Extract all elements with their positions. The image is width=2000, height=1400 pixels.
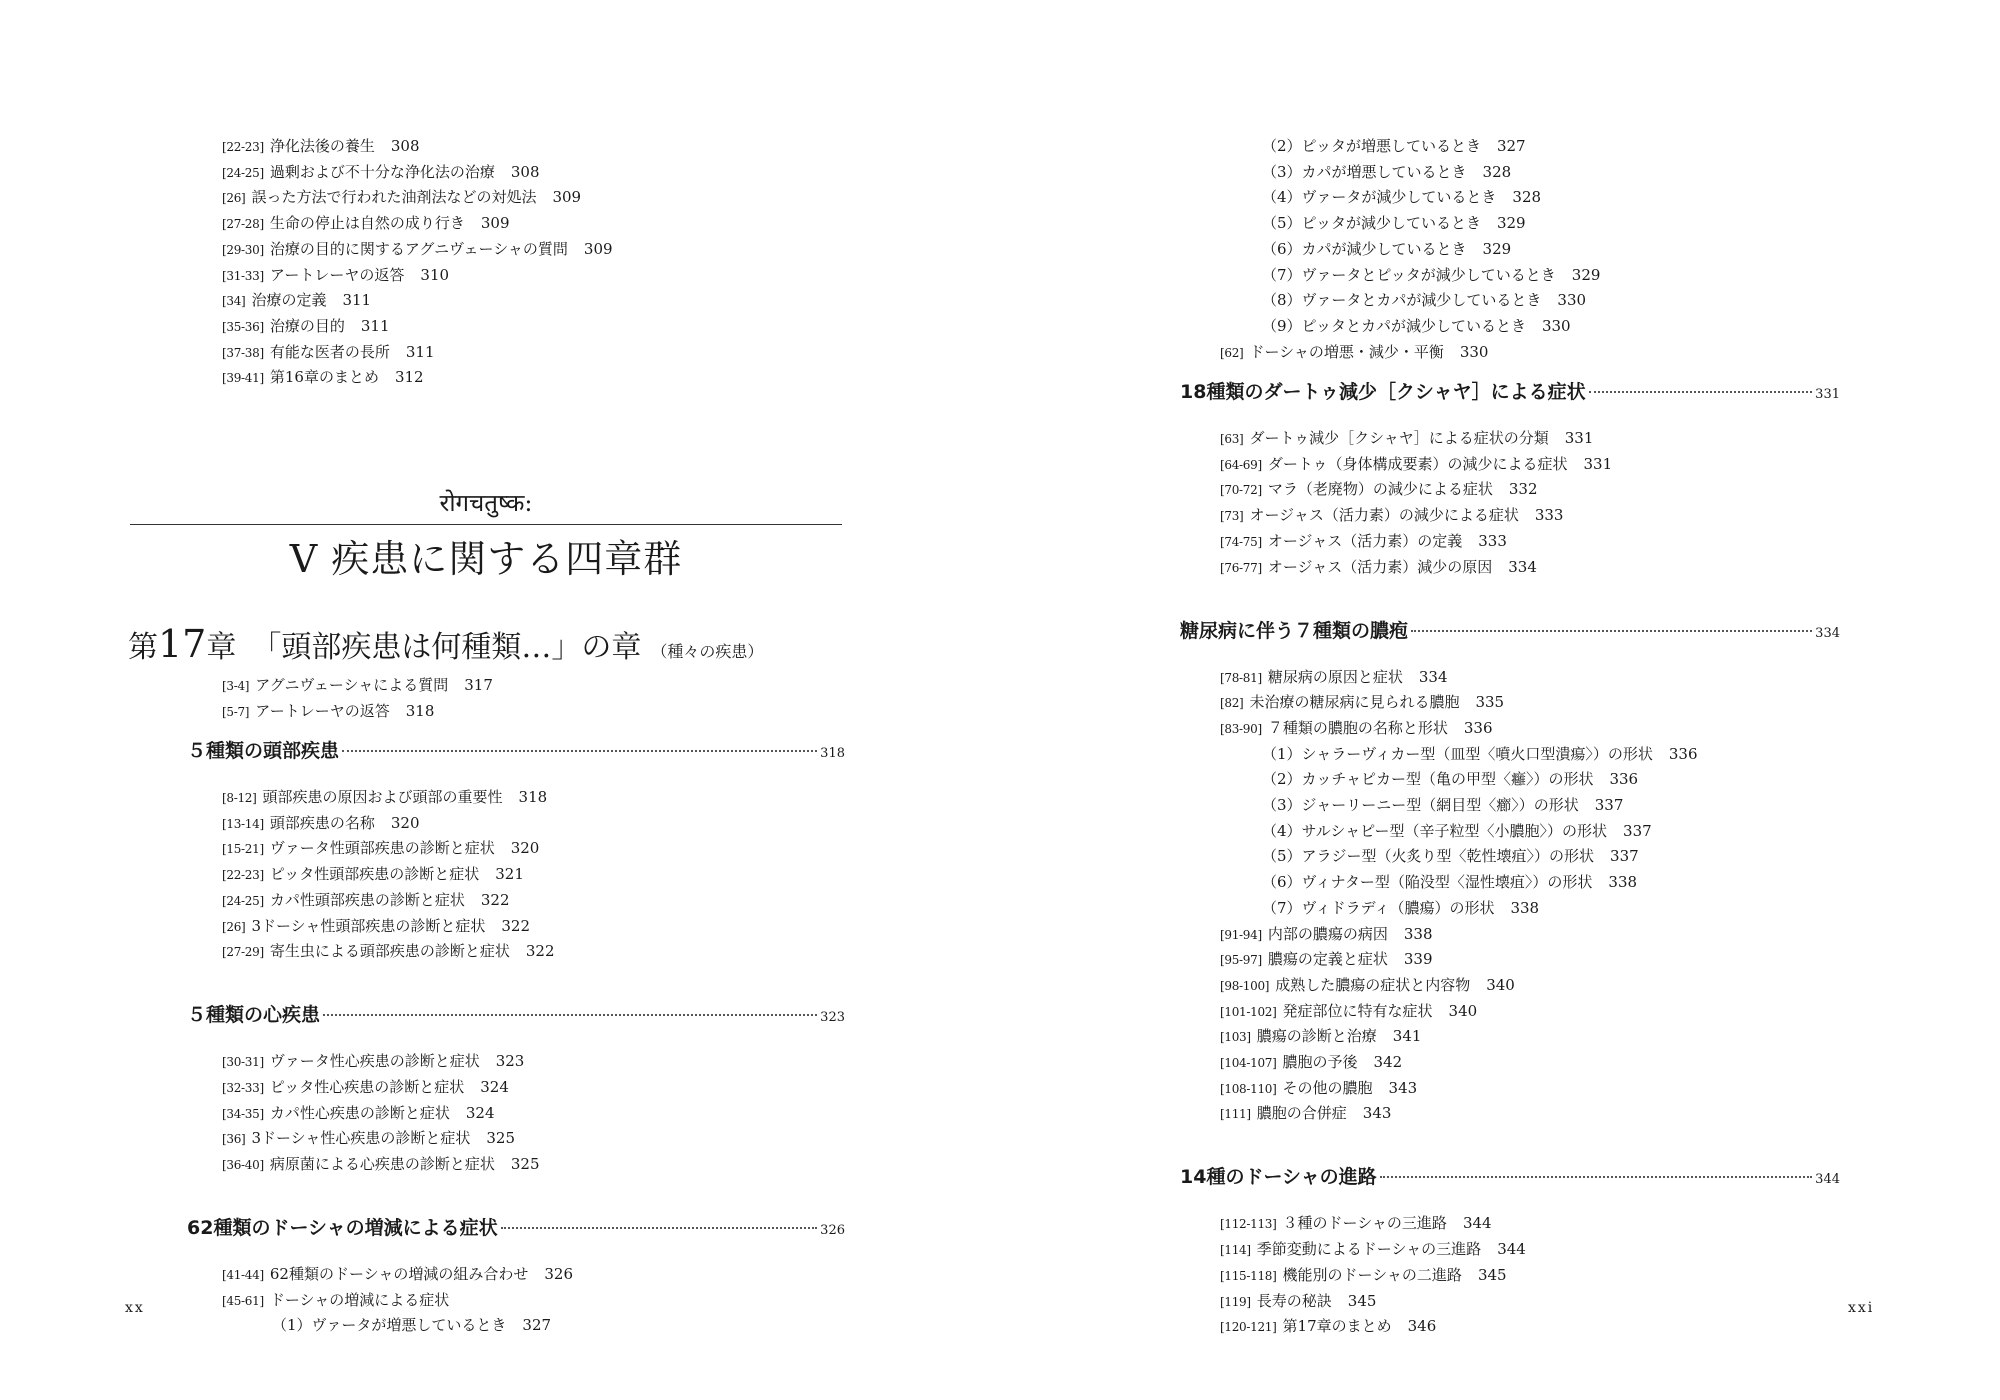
toc-entry xyxy=(1220,342,1488,363)
entry-page: 331 xyxy=(1583,454,1613,473)
entry-page: 318 xyxy=(405,701,435,720)
toc-entry xyxy=(222,675,493,696)
entry-ref: [24-25] xyxy=(222,165,264,180)
entry-title: 季節変動によるドーシャの三進路 xyxy=(1256,1240,1482,1259)
entry-title: 膿胞の合併症 xyxy=(1256,1104,1347,1123)
entry-ref: [41-44] xyxy=(222,1268,264,1282)
entry-ref: [3-4] xyxy=(222,679,250,693)
toc-entry xyxy=(1220,1001,1477,1022)
entry-page: 320 xyxy=(510,839,540,858)
toc-entry xyxy=(222,813,420,834)
entry-page: 346 xyxy=(1407,1317,1437,1336)
toc-entry xyxy=(222,1154,540,1175)
entry-title: （7）ヴィドラディ（膿瘍）の形状 xyxy=(1262,898,1495,917)
toc-entry xyxy=(1220,1078,1417,1099)
entry-ref: [31-33] xyxy=(222,268,264,283)
toc-entry xyxy=(222,890,510,911)
entry-ref: [63] xyxy=(1220,432,1244,446)
entry-page: 309 xyxy=(480,214,510,233)
toc-entry xyxy=(1262,795,1623,815)
toc-entry xyxy=(222,213,510,234)
entry-ref: [36-40] xyxy=(222,1158,264,1172)
entry-page: 322 xyxy=(480,890,510,909)
entry-ref: [22-23] xyxy=(222,868,264,883)
entry-ref: [45-61] xyxy=(222,1293,264,1308)
entry-title: 膿瘍の診断と治療 xyxy=(1256,1027,1377,1046)
entry-ref: [91-94] xyxy=(1220,927,1262,942)
entry-title: （4）ヴァータが減少しているとき xyxy=(1262,188,1497,207)
entry-ref: [111] xyxy=(1220,1107,1251,1122)
toc-entry xyxy=(1220,1052,1402,1073)
entry-ref: [29-30] xyxy=(222,242,264,257)
entry-page: 335 xyxy=(1475,693,1505,712)
entry-page: 312 xyxy=(394,368,424,387)
entry-title: ７種類の膿胞の名称と形状 xyxy=(1267,718,1448,737)
entry-title: 病原菌による心疾患の診断と症状 xyxy=(269,1155,495,1173)
entry-title: 生命の停止は自然の成り行き xyxy=(269,214,465,233)
entry-page: 322 xyxy=(525,942,555,961)
toc-entry xyxy=(1220,975,1515,996)
section-page: 334 xyxy=(1815,625,1840,641)
entry-ref: [24-25] xyxy=(222,893,264,908)
toc-entry xyxy=(1220,505,1563,526)
entry-title: ヴァータ性心疾患の診断と症状 xyxy=(269,1052,480,1071)
section-page: 331 xyxy=(1815,387,1840,402)
dot-leader xyxy=(1411,630,1812,632)
entry-title: 寄生虫による頭部疾患の診断と症状 xyxy=(269,942,510,961)
entry-page: 309 xyxy=(583,239,613,258)
entry-page: 337 xyxy=(1610,847,1639,866)
page-number: xxi xyxy=(1848,1300,1875,1316)
toc-entry xyxy=(1220,667,1448,688)
entry-ref: [22-23] xyxy=(222,140,264,154)
entry-title: ピッタ性心疾患の診断と症状 xyxy=(269,1077,465,1096)
toc-entry xyxy=(1220,531,1507,552)
entry-page: 329 xyxy=(1482,239,1512,258)
entry-ref: [70-72] xyxy=(1220,483,1262,498)
entry-ref: [27-28] xyxy=(222,217,264,232)
entry-ref: [37-38] xyxy=(222,345,264,360)
toc-entry xyxy=(222,239,613,260)
entry-title: 治療の目的 xyxy=(269,316,345,335)
entry-title: （6）ヴィナター型（陥没型〈湿性壊疽〉）の形状 xyxy=(1262,873,1593,892)
entry-ref: [120-121] xyxy=(1220,1320,1277,1335)
entry-title: ドーシャの増減による症状 xyxy=(269,1290,450,1309)
entry-page: 342 xyxy=(1373,1053,1403,1071)
entry-ref: [82] xyxy=(1220,696,1244,711)
toc-entry xyxy=(1220,1026,1421,1047)
dot-leader xyxy=(323,1014,817,1016)
entry-title: 内部の膿瘍の病因 xyxy=(1267,924,1388,943)
toc-entry xyxy=(1262,162,1511,182)
entry-title: 有能な医者の長所 xyxy=(269,342,390,361)
entry-ref: [36] xyxy=(222,1132,246,1147)
chapter-heading xyxy=(128,622,763,666)
toc-entry xyxy=(1220,454,1612,475)
entry-ref: [34-35] xyxy=(222,1106,264,1121)
entry-title: カパ性頭部疾患の診断と症状 xyxy=(269,890,465,909)
section-heading xyxy=(1180,380,1840,407)
toc-entry xyxy=(222,187,581,208)
entry-ref: [13-14] xyxy=(222,816,264,831)
chapter-prefix: 第 xyxy=(128,630,158,665)
section-heading xyxy=(187,1003,845,1030)
entry-page: 308 xyxy=(510,162,540,181)
dot-leader xyxy=(501,1227,817,1229)
entry-page: 329 xyxy=(1571,265,1601,284)
entry-title: （1）ヴァータが増悪しているとき xyxy=(272,1316,507,1335)
toc-entry xyxy=(222,1264,573,1285)
entry-page: 317 xyxy=(464,676,493,694)
entry-title: （7）ヴァータとピッタが減少しているとき xyxy=(1262,265,1556,284)
toc-entry xyxy=(222,1051,524,1072)
section-heading xyxy=(1180,619,1840,646)
entry-title: 第16章のまとめ xyxy=(269,368,379,387)
entry-page: 311 xyxy=(360,316,390,335)
toc-entry xyxy=(1262,898,1539,918)
toc-entry xyxy=(1220,557,1537,578)
entry-page: 340 xyxy=(1486,975,1515,994)
chapter-title: 章 「頭部疾患は何種類…」の章 xyxy=(206,630,642,665)
entry-title: （2）カッチャピカー型（亀の甲型〈癰〉）の形状 xyxy=(1262,770,1594,789)
entry-page: 337 xyxy=(1594,796,1624,814)
entry-page: 336 xyxy=(1609,770,1639,789)
part-divider xyxy=(130,524,842,525)
entry-page: 332 xyxy=(1508,480,1538,499)
toc-entry xyxy=(222,1103,495,1124)
entry-ref: [101-102] xyxy=(1220,1004,1277,1019)
toc-entry xyxy=(222,316,390,337)
section-title: 糖尿病に伴う７種類の膿疱 xyxy=(1180,619,1409,642)
entry-ref: [15-21] xyxy=(222,842,264,857)
entry-ref: [27-29] xyxy=(222,945,264,960)
toc-entry xyxy=(222,864,524,885)
entry-page: 318 xyxy=(518,788,548,806)
toc-entry xyxy=(1220,1239,1526,1260)
toc-entry xyxy=(222,941,555,962)
entry-page: 310 xyxy=(420,265,450,284)
entry-page: 324 xyxy=(480,1077,509,1096)
entry-ref: [30-31] xyxy=(222,1055,264,1070)
entry-page: 309 xyxy=(552,188,582,207)
entry-title: 誤った方法で行われた油剤法などの対処法 xyxy=(251,188,537,207)
entry-title: 頭部疾患の原因および頭部の重要性 xyxy=(262,788,503,806)
entry-page: 308 xyxy=(390,137,420,155)
entry-ref: [73] xyxy=(1220,509,1244,524)
entry-title: 3ドーシャ性頭部疾患の診断と症状 xyxy=(251,916,486,935)
entry-page: 325 xyxy=(486,1129,516,1148)
entry-title: 未治療の糖尿病に見られる膿胞 xyxy=(1249,693,1460,712)
entry-title: オージャス（活力素）の減少による症状 xyxy=(1249,506,1519,525)
toc-entry xyxy=(1220,1291,1376,1312)
entry-page: 344 xyxy=(1462,1214,1492,1233)
entry-ref: [83-90] xyxy=(1220,721,1262,736)
entry-title: （3）カパが増悪しているとき xyxy=(1262,162,1467,181)
entry-ref: [78-81] xyxy=(1220,670,1262,685)
section-page: 344 xyxy=(1815,1172,1840,1188)
toc-entry xyxy=(1262,187,1541,207)
toc-entry xyxy=(222,701,434,722)
section-title: 62種類のドーシャの増減による症状 xyxy=(187,1217,498,1239)
entry-page: 338 xyxy=(1403,924,1433,943)
section-page: 326 xyxy=(820,1223,845,1238)
entry-page: 334 xyxy=(1418,667,1448,686)
entry-page: 337 xyxy=(1623,821,1652,840)
toc-entry xyxy=(222,367,424,388)
entry-page: 327 xyxy=(1496,137,1526,155)
toc-entry xyxy=(222,342,435,363)
toc-entry xyxy=(1262,290,1586,310)
entry-title: 治療の定義 xyxy=(251,291,327,310)
toc-entry xyxy=(1262,213,1526,233)
toc-entry xyxy=(1262,744,1698,764)
toc-entry xyxy=(1262,136,1526,156)
toc-entry xyxy=(222,1077,509,1098)
entry-page: 324 xyxy=(465,1103,495,1122)
entry-ref: [119] xyxy=(1220,1294,1251,1309)
entry-title: 頭部疾患の名称 xyxy=(269,813,375,832)
entry-ref: [95-97] xyxy=(1220,953,1262,968)
entry-title: ダートゥ減少［クシャヤ］による症状の分類 xyxy=(1249,429,1549,447)
entry-title: カパ性心疾患の診断と症状 xyxy=(269,1103,450,1122)
entry-page: 322 xyxy=(501,916,531,935)
entry-title: （6）カパが減少しているとき xyxy=(1262,239,1467,258)
part-title: V 疾患に関する四章群 xyxy=(289,537,683,581)
entry-ref: [104-107] xyxy=(1220,1056,1277,1070)
toc-entry xyxy=(1220,1316,1436,1337)
entry-page: 336 xyxy=(1463,718,1493,737)
toc-entry xyxy=(1262,239,1511,259)
entry-ref: [62] xyxy=(1220,345,1244,360)
toc-entry xyxy=(1220,718,1493,739)
right-page xyxy=(1000,0,2000,1400)
entry-page: 328 xyxy=(1482,162,1512,181)
entry-title: （8）ヴァータとカパが減少しているとき xyxy=(1262,291,1542,310)
toc-entry xyxy=(1220,428,1593,449)
entry-ref: [98-100] xyxy=(1220,978,1270,993)
entry-title: 発症部位に特有な症状 xyxy=(1282,1001,1433,1020)
toc-entry xyxy=(1220,692,1504,713)
entry-title: ３種のドーシャの三進路 xyxy=(1282,1214,1447,1233)
entry-page: 327 xyxy=(522,1316,552,1335)
entry-title: （9）ピッタとカパが減少しているとき xyxy=(1262,316,1526,335)
entry-title: 治療の目的に関するアグニヴェーシャの質問 xyxy=(269,239,568,258)
entry-title: ダートゥ（身体構成要素）の減少による症状 xyxy=(1267,454,1568,473)
section-title: ５種類の頭部疾患 xyxy=(187,740,340,762)
entry-title: アートレーヤの返答 xyxy=(269,265,405,284)
toc-entry xyxy=(1220,924,1433,945)
entry-title: その他の膿胞 xyxy=(1282,1078,1373,1097)
toc-entry xyxy=(222,162,540,183)
entry-page: 336 xyxy=(1668,744,1698,763)
entry-page: 328 xyxy=(1512,188,1542,207)
toc-entry xyxy=(1262,316,1571,336)
section-heading xyxy=(187,1216,845,1243)
entry-title: （1）シャラーヴィカー型（皿型〈噴火口型潰瘍〉）の形状 xyxy=(1262,744,1653,763)
entry-page: 334 xyxy=(1508,557,1537,576)
entry-title: オージャス（活力素）の定義 xyxy=(1267,531,1463,550)
entry-page: 343 xyxy=(1388,1078,1418,1097)
entry-page: 343 xyxy=(1362,1104,1392,1123)
entry-ref: [114] xyxy=(1220,1243,1251,1258)
entry-title: （5）アラジー型（火炙り型〈乾性壊疽〉）の形状 xyxy=(1262,847,1595,866)
entry-ref: [34] xyxy=(222,294,246,309)
entry-ref: [26] xyxy=(222,191,246,206)
toc-entry xyxy=(1262,821,1652,841)
toc-entry xyxy=(222,265,449,286)
entry-page: 330 xyxy=(1557,291,1587,310)
toc-entry xyxy=(1220,479,1538,500)
toc-entry xyxy=(222,916,530,937)
entry-page: 330 xyxy=(1541,316,1571,335)
entry-title: 機能別のドーシャの二進路 xyxy=(1282,1265,1462,1284)
entry-ref: [8-12] xyxy=(222,791,257,805)
entry-page: 311 xyxy=(405,342,435,361)
entry-page: 330 xyxy=(1459,342,1489,361)
section-title: 18種類のダートゥ減少［クシャヤ］による症状 xyxy=(1180,381,1586,403)
dot-leader xyxy=(1589,391,1813,393)
entry-title: （2）ピッタが増悪しているとき xyxy=(1262,137,1481,155)
entry-page: 321 xyxy=(495,865,524,884)
entry-ref: [35-36] xyxy=(222,319,264,334)
entry-page: 345 xyxy=(1477,1265,1507,1284)
toc-entry xyxy=(1220,1265,1507,1286)
entry-page: 333 xyxy=(1534,506,1564,525)
entry-title: 過剰および不十分な浄化法の治療 xyxy=(269,162,495,181)
entry-page: 345 xyxy=(1347,1291,1377,1310)
entry-page: 311 xyxy=(342,291,372,310)
entry-ref: [76-77] xyxy=(1220,560,1262,575)
chapter-number: 17 xyxy=(158,622,207,666)
entry-title: アートレーヤの返答 xyxy=(255,701,390,720)
entry-title: 膿胞の予後 xyxy=(1282,1053,1358,1071)
entry-title: ピッタ性頭部疾患の診断と症状 xyxy=(269,865,480,884)
entry-page: 341 xyxy=(1392,1027,1422,1046)
entry-ref: [26] xyxy=(222,919,246,934)
entry-page: 339 xyxy=(1403,950,1433,969)
entry-page: 329 xyxy=(1496,214,1526,233)
entry-ref: [74-75] xyxy=(1220,534,1262,549)
entry-title: 第17章のまとめ xyxy=(1282,1317,1392,1336)
section-heading xyxy=(1180,1165,1840,1192)
toc-entry xyxy=(222,1128,515,1149)
dot-leader xyxy=(1380,1176,1812,1178)
entry-title: 浄化法後の養生 xyxy=(269,137,375,155)
section-title: 14種のドーシャの進路 xyxy=(1180,1166,1377,1189)
entry-title: アグニヴェーシャによる質問 xyxy=(255,676,449,694)
entry-ref: [5-7] xyxy=(222,704,250,719)
entry-title: マラ（老廃物）の減少による症状 xyxy=(1267,480,1493,499)
entry-title: （5）ピッタが減少しているとき xyxy=(1262,214,1481,233)
entry-page: 338 xyxy=(1510,898,1540,917)
toc-entry xyxy=(1262,769,1638,789)
entry-page: 325 xyxy=(510,1155,540,1173)
entry-page: 323 xyxy=(495,1052,525,1071)
toc-entry xyxy=(1262,872,1637,892)
entry-ref: [64-69] xyxy=(1220,457,1262,472)
toc-entry xyxy=(222,1290,449,1311)
toc-entry xyxy=(222,136,420,157)
entry-page: 331 xyxy=(1564,429,1594,447)
toc-entry xyxy=(1262,265,1600,285)
entry-ref: [39-41] xyxy=(222,371,264,386)
page-number: xx xyxy=(125,1300,145,1316)
entry-page: 340 xyxy=(1448,1001,1478,1020)
chapter-subtitle: （種々の疾患） xyxy=(651,642,764,661)
entry-page: 320 xyxy=(390,813,420,832)
entry-title: （4）サルシャピー型（辛子粒型〈小膿胞〉）の形状 xyxy=(1262,821,1608,840)
toc-entry xyxy=(222,838,539,859)
section-page: 318 xyxy=(820,746,845,761)
toc-entry xyxy=(1220,1213,1492,1234)
dot-leader xyxy=(342,750,817,752)
entry-page: 333 xyxy=(1478,531,1507,550)
toc-entry xyxy=(1220,1103,1391,1124)
part-sanskrit-title: रोगचतुष्क: xyxy=(439,489,533,517)
entry-title: 糖尿病の原因と症状 xyxy=(1267,667,1403,686)
entry-title: 62種類のドーシャの増減の組み合わせ xyxy=(269,1265,529,1283)
entry-title: 成熟した膿瘍の症状と内容物 xyxy=(1275,975,1471,994)
section-heading xyxy=(187,739,845,766)
entry-title: ドーシャの増悪・減少・平衡 xyxy=(1249,342,1444,361)
entry-page: 344 xyxy=(1497,1240,1526,1259)
section-title: ５種類の心疾患 xyxy=(187,1004,321,1027)
toc-entry xyxy=(1220,949,1433,970)
entry-title: 長寿の秘訣 xyxy=(1256,1291,1332,1310)
toc-entry xyxy=(222,290,371,311)
toc-entry xyxy=(1262,846,1639,866)
entry-ref: [32-33] xyxy=(222,1080,264,1095)
section-page: 323 xyxy=(820,1010,845,1026)
toc-entry xyxy=(222,787,547,808)
entry-title: （3）ジャーリーニー型（網目型〈癤〉）の形状 xyxy=(1262,796,1579,814)
toc-entry xyxy=(272,1315,551,1335)
entry-page: 326 xyxy=(544,1265,573,1283)
entry-ref: [103] xyxy=(1220,1030,1251,1045)
entry-page: 338 xyxy=(1608,873,1638,892)
entry-ref: [112-113] xyxy=(1220,1217,1277,1232)
entry-title: 3ドーシャ性心疾患の診断と症状 xyxy=(251,1129,471,1148)
entry-title: ヴァータ性頭部疾患の診断と症状 xyxy=(269,839,495,858)
entry-title: オージャス（活力素）減少の原因 xyxy=(1267,557,1493,576)
entry-ref: [115-118] xyxy=(1220,1268,1277,1283)
entry-title: 膿瘍の定義と症状 xyxy=(1267,950,1388,969)
entry-ref: [108-110] xyxy=(1220,1081,1277,1096)
